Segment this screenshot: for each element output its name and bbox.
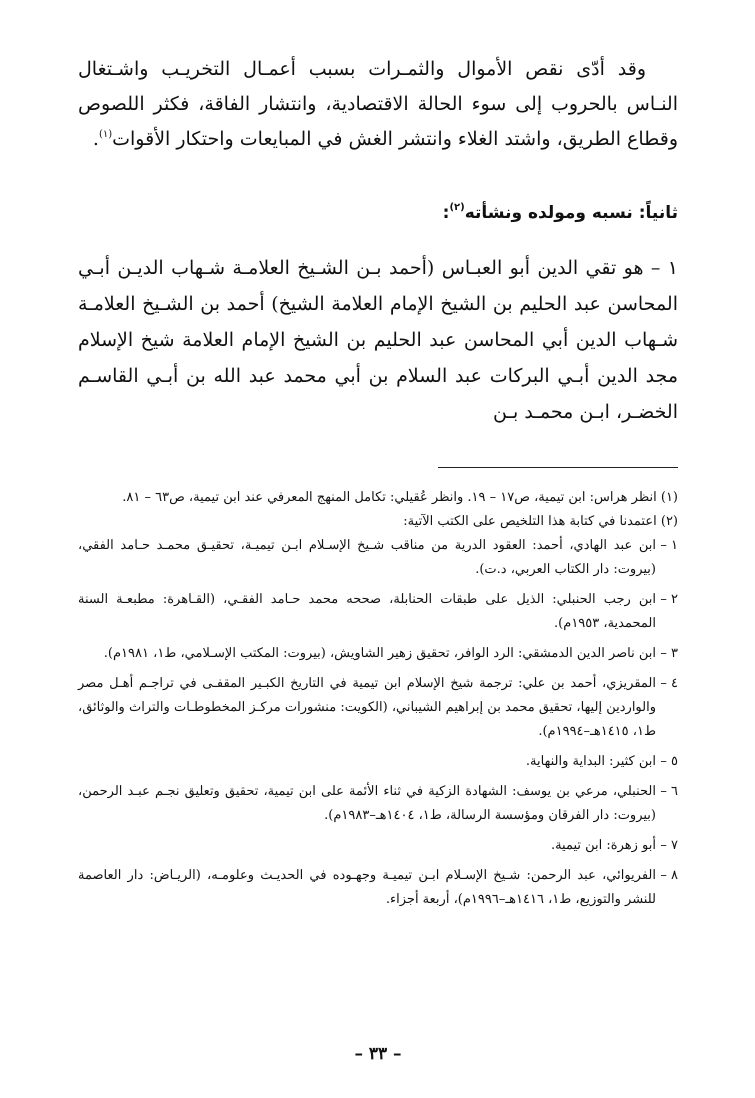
source-text: ابن رجب الحنبلي: الذيل على طبقات الحنابلة، صححه محمد حـامد الفقـي، (القـاهرة: مطبعـة السنة المحمدية، ١٩٥٣م). [78, 592, 656, 631]
source-number: ٤ – [660, 676, 678, 691]
source-text: أبو زهرة: ابن تيمية. [550, 838, 656, 853]
main-text-paragraph-1 [78, 52, 678, 157]
footnote-2: (٢) اعتمدنا في كتابة هذا التلخيص على الكتب الآتية: [403, 514, 678, 529]
source-item [78, 864, 678, 912]
source-text: المقريزي، أحمد بن علي: ترجمة شيخ الإسلام ابن تيمية في التاريخ الكبـير المقفـى في تراجـم أهـل مصر والواردين إليها، تحقيق محمد بن إبراهيم الشيباني، (الكويت: منشورات مركـز المخطوطـات والتراث والوثائق، ط١، ١٤١٥هـ–١٩٩٤م). [78, 676, 656, 739]
source-item [78, 750, 678, 774]
section-heading-colon: : [442, 203, 450, 223]
source-item [78, 642, 678, 666]
source-number: ٥ – [660, 754, 678, 769]
section-heading-text: ثانياً: نسبه ومولده ونشأته [464, 203, 678, 223]
footnotes [78, 486, 678, 912]
source-number: ٧ – [660, 838, 678, 853]
source-item [78, 780, 678, 828]
source-text: ابن كثير: البداية والنهاية. [525, 754, 656, 769]
footnote-ref-2: (٢) [449, 202, 465, 213]
source-number: ١ – [660, 538, 678, 553]
paragraph-1-end: . [92, 128, 99, 150]
footnote-separator [438, 467, 678, 468]
footnote-ref-1: (١) [98, 129, 113, 140]
source-item [78, 672, 678, 744]
source-text: ابن ناصر الدين الدمشقي: الرد الوافر، تحقيق زهير الشاويش، (بيروت: المكتب الإسـلامي، ط١، ١٩٨١م). [103, 646, 656, 661]
source-text: ابن عبد الهادي، أحمد: العقود الدرية من مناقب شـيخ الإسـلام ابـن تيميـة، تحقيـق محمـد حـامد الفقي، (بيروت: دار الكتاب العربي، د.ت). [78, 538, 656, 577]
page-number: – ٣٣ – [354, 1044, 402, 1064]
main-text-paragraph-2 [78, 250, 678, 430]
source-number: ٢ – [660, 592, 678, 607]
source-number: ٨ – [660, 868, 678, 883]
source-number: ٦ – [660, 784, 678, 799]
section-heading [78, 196, 678, 230]
source-item [78, 534, 678, 582]
paragraph-1-text: وقد أدّى نقص الأموال والثمـرات بسبب أعمـال التخريـب واشـتغال النـاس بالحروب إلى سوء الحالة الاقتصادية، وانتشار الفاقة، فكثر اللصوص وقطاع الطريق، واشتد الغلاء وانتشر الغش في المبايعات واحتكار الأقوات [78, 58, 678, 150]
source-item [78, 834, 678, 858]
source-text: الحنبلي، مرعي بن يوسف: الشهادة الزكية في ثناء الأئمة على ابن تيمية، تحقيق وتعليق نجـم عبـد الرحمن، (بيروت: دار الفرقان ومؤسسة الرسالة، ط١، ١٤٠٤هـ–١٩٨٣م). [78, 784, 656, 823]
paragraph-2-text: ١ – هو تقي الدين أبو العبـاس (أحمد بـن الشـيخ العلامـة شـهاب الديـن أبـي المحاسن عبد الحليم بن الشيخ الإمام العلامة الشيخ) أحمد بن الشـيخ العلامـة شـهاب الدين أبي المحاسن عبد الحليم بن الشيخ الإمام العلامة شيخ الإسلام مجد الدين أبـي البركات عبد السلام بن أبي محمد عبد الله بن أبـي القاسـم الخضـر، ابـن محمـد بـن [78, 257, 678, 423]
footnote-1: (١) انظر هراس: ابن تيمية، ص١٧ – ١٩. وانظر عُقيلي: تكامل المنهج المعرفي عند ابن تيمية، ص٦٣ – ٨١. [122, 490, 678, 505]
source-item [78, 588, 678, 636]
source-text: الفريوائي، عبد الرحمن: شـيخ الإسـلام ابـن تيميـة وجهـوده في الحديـث وعلومـه، (الريـاض: دار العاصمة للنشر والتوزيع، ط١، ١٤١٦هـ–١٩٩٦م)، أربعة أجزاء. [78, 868, 656, 907]
source-number: ٣ – [660, 646, 678, 661]
